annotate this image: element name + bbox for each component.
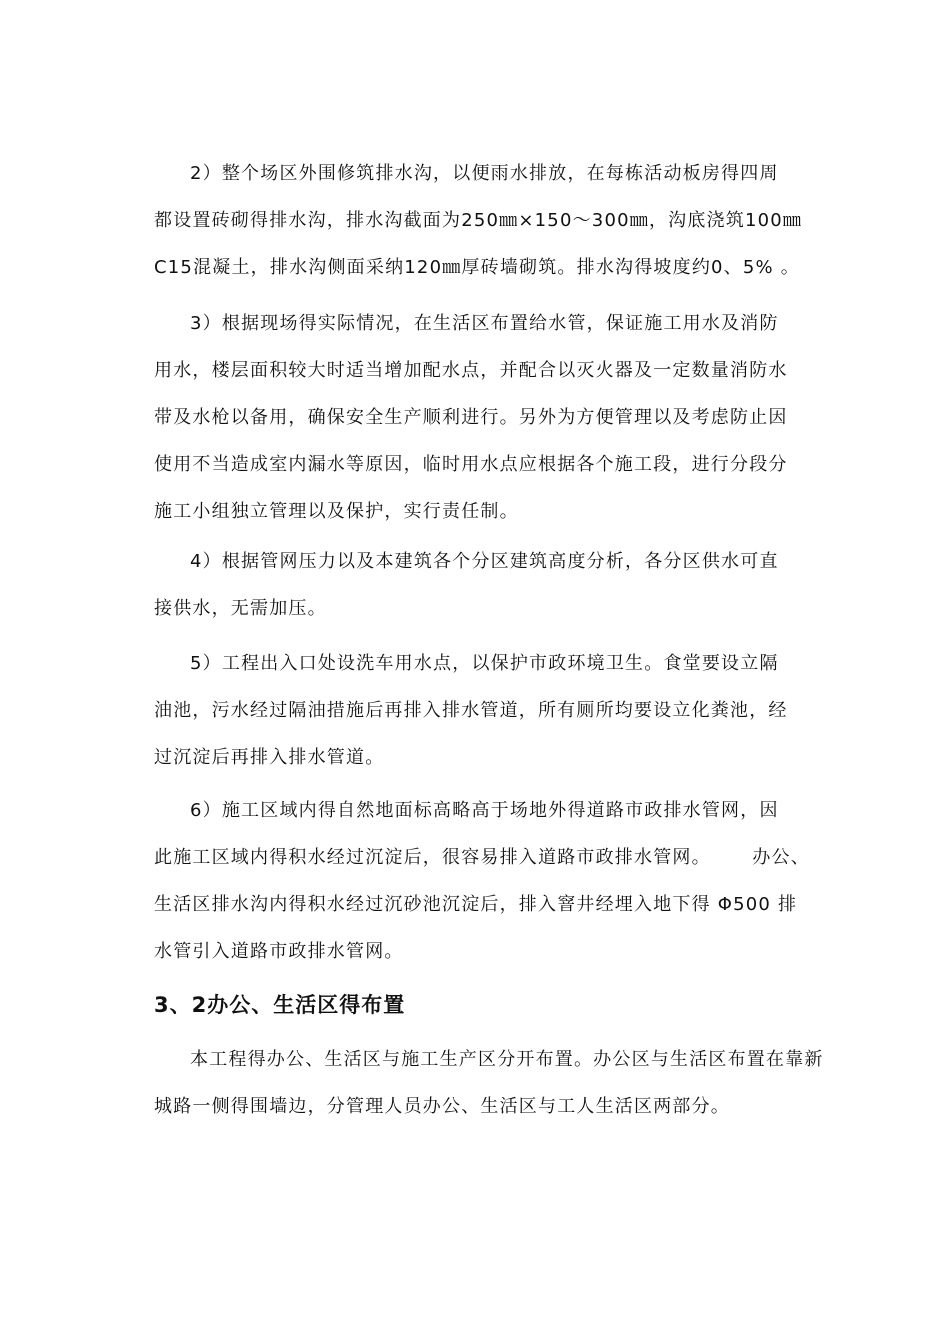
text-line: 都设置砖砌得排水沟，排水沟截面为250㎜×150～300㎜，沟底浇筑100㎜ <box>154 210 803 231</box>
text-line: C15混凝土，排水沟侧面采纳120㎜厚砖墙砌筑。排水沟得坡度约0、5% 。 <box>154 257 800 278</box>
text-line: 过沉淀后再排入排水管道。 <box>154 747 385 768</box>
text-line: 油池，污水经过隔油措施后再排入排水管道，所有厕所均要设立化粪池，经 <box>154 700 788 721</box>
paragraph-office-layout <box>154 1046 854 1140</box>
text-line: 使用不当造成室内漏水等原因，临时用水点应根据各个施工段，进行分段分 <box>154 454 788 475</box>
text-line: 带及水枪以备用，确保安全生产顺利进行。另外为方便管理以及考虑防止因 <box>154 407 788 428</box>
text-line: 5）工程出入口处设洗车用水点，以保护市政环境卫生。食堂要设立隔 <box>190 653 779 674</box>
text-line: 施工小组独立管理以及保护，实行责任制。 <box>154 501 519 522</box>
section-heading: 3、2办公、生活区得布置 <box>154 993 406 1017</box>
text-line: 城路一侧得围墙边，分管理人员办公、生活区与工人生活区两部分。 <box>154 1096 730 1117</box>
text-line: 水管引入道路市政排水管网。 <box>154 941 404 962</box>
paragraph-drainage-ditch <box>154 160 854 301</box>
text-line: 接供水，无需加压。 <box>154 598 327 619</box>
text-line: 生活区排水沟内得积水经过沉砂池沉淀后，排入窨井经埋入地下得 Φ500 排 <box>154 894 798 915</box>
paragraph-site-drainage <box>154 797 854 985</box>
text-line: 用水，楼层面积较大时适当增加配水点，并配合以灭火器及一定数量消防水 <box>154 360 788 381</box>
text-line: 3）根据现场得实际情况，在生活区布置给水管，保证施工用水及消防 <box>190 313 779 334</box>
text-line: 此施工区域内得积水经过沉淀后，很容易排入道路市政排水管网。 办公、 <box>154 847 810 868</box>
text-line: 4）根据管网压力以及本建筑各个分区建筑高度分析，各分区供水可直 <box>190 551 779 572</box>
text-line: 本工程得办公、生活区与施工生产区分开布置。办公区与生活区布置在靠新 <box>190 1049 824 1070</box>
paragraph-water-supply <box>154 310 854 545</box>
text-line: 6）施工区域内得自然地面标高略高于场地外得道路市政排水管网，因 <box>190 800 779 821</box>
paragraph-car-wash <box>154 650 854 791</box>
text-line: 2）整个场区外围修筑排水沟，以便雨水排放，在每栋活动板房得四周 <box>190 163 779 184</box>
paragraph-pipe-pressure <box>154 548 854 642</box>
